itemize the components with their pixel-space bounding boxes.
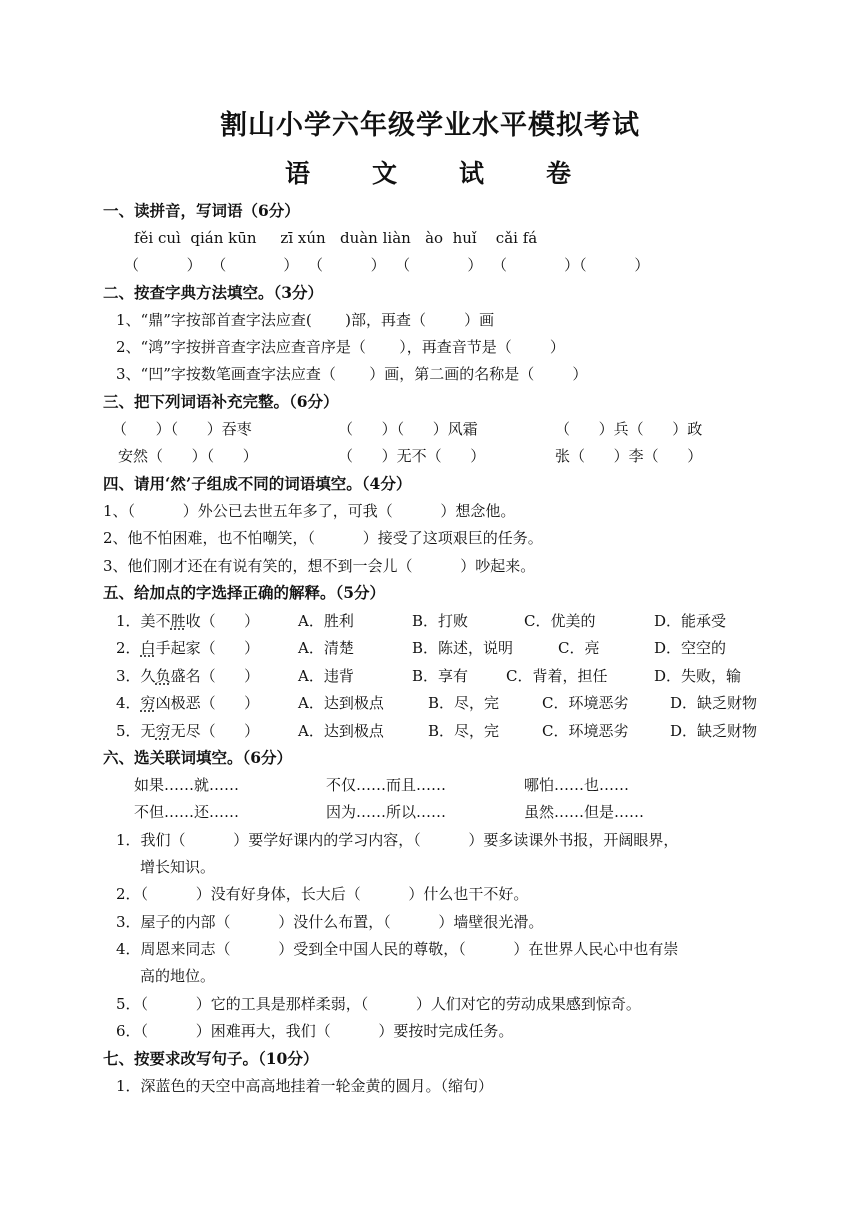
question-text-after: 收（ ） [185,612,260,630]
choice-question [116,666,259,686]
conjunction-option: 哪怕……也…… [524,776,630,794]
exam-title: 割山小学六年级学业水平模拟考试 [220,110,640,141]
ran-item-3: 3、他们刚才还在有说有笑的，想不到一会儿（ ）吵起来。 [103,557,536,575]
conjunction-item-2: 2．（ ）没有好身体，长大后（ ）什么也干不好。 [116,885,529,903]
choice-question [116,611,259,631]
ran-item-2: 2、他不怕困难，也不怕嘲笑，（ ）接受了这项艰巨的任务。 [103,529,543,547]
conjunction-option: 因为……所以…… [326,803,447,821]
dictionary-item-2: 2、“鸿”字按拼音查字法应查音序是（ ），再查音节是（ ） [116,338,565,356]
option-c: C．优美的 [524,612,596,630]
idiom-6: 张（ ）李（ ） [555,447,703,465]
option-c: C．环境恶劣 [542,694,629,712]
option-b: B．陈述，说明 [412,639,514,657]
section-5-heading: 五、给加点的字选择正确的解释。（5分） [103,583,386,602]
dotted-char: 穷 [140,694,156,712]
question-text-after: 手起家（ ） [155,639,260,657]
conjunction-item-6: 6．（ ）困难再大，我们（ ）要按时完成任务。 [116,1022,514,1040]
conjunction-item-5: 5．（ ）它的工具是那样柔弱，（ ）人们对它的劳动成果感到惊奇。 [116,995,641,1013]
option-c: C．环境恶劣 [542,722,629,740]
question-text-before: 无 [140,722,156,740]
dotted-char: 胜 [170,612,186,630]
idiom-3: （ ）兵（ ）政 [555,420,703,438]
question-number: 2． [116,639,141,657]
option-d: D．能承受 [654,612,727,630]
choice-question [116,693,259,713]
conjunction-item-3: 3．屋子的内部（ ）没什么布置，（ ）墙壁很光滑。 [116,913,544,931]
option-b: B．打败 [412,612,469,630]
conjunction-option: 不仅……而且…… [326,776,447,794]
conjunction-option: 不但……还…… [134,803,240,821]
section-3-heading: 三、把下列词语补充完整。（6分） [103,392,339,411]
option-a: A．清楚 [298,639,354,657]
option-d: D．缺乏财物 [670,694,758,712]
dictionary-item-1: 1、“鼎”字按部首查字法应查( )部，再查（ ）画 [116,311,495,329]
option-a: A．违背 [298,667,354,685]
question-text-after: 盛名（ ） [170,667,260,685]
pinyin-answer-blanks: （ ） （ ） （ ） （ ） （ ）（ ） [124,256,650,274]
question-number: 3． [116,667,141,685]
section-2-heading: 二、按查字典方法填空。（3分） [103,283,324,302]
question-text-after: 凶极恶（ ） [155,694,260,712]
dotted-char: 白 [140,639,156,657]
option-d: D．空空的 [654,639,727,657]
conjunction-option: 虽然……但是…… [524,803,645,821]
conjunction-item-1: 1．我们（ ）要学好课内的学习内容，（ ）要多读课外书报，开阔眼界， [116,831,679,849]
option-c: C．亮 [558,639,600,657]
option-a: A．胜利 [298,612,354,630]
idiom-2: （ ）（ ）风霜 [338,420,478,438]
choice-question [116,721,259,741]
option-c: C．背着，担任 [506,667,608,685]
question-number: 5． [116,722,141,740]
exam-subtitle: 语 文 试 卷 [284,159,575,188]
conjunction-item-4: 4．周恩来同志（ ）受到全中国人民的尊敬，（ ）在世界人民心中也有崇 [116,940,679,958]
question-text-before: 美不 [140,612,171,630]
option-a: A．达到极点 [298,694,384,712]
section-1-heading: 一、读拼音，写词语（6分） [103,201,300,220]
pinyin-line: fěi cuì qián kūn zī xún duàn liàn ào huǐ cǎi fá [134,229,538,247]
question-text-before: 久 [140,667,156,685]
option-b: B．尽，完 [428,694,500,712]
option-a: A．达到极点 [298,722,384,740]
question-text-after: 无尽（ ） [170,722,260,740]
conjunction-item-1-cont: 增长知识。 [140,858,216,876]
choice-question [116,638,259,658]
question-number: 4． [116,694,141,712]
dotted-char: 负 [155,667,171,685]
idiom-5: （ ）无不（ ） [338,447,486,465]
option-d: D．缺乏财物 [670,722,758,740]
dotted-char: 穷 [155,722,171,740]
conjunction-item-4-cont: 高的地位。 [140,967,216,985]
conjunction-option: 如果……就…… [134,776,240,794]
idiom-1: （ ）（ ）吞枣 [112,420,252,438]
idiom-4: 安然（ ）（ ） [118,447,258,465]
section-6-heading: 六、选关联词填空。（6分） [103,748,293,767]
option-d: D．失败，输 [654,667,742,685]
dictionary-item-3: 3、“凹”字按数笔画查字法应查（ ）画，第二画的名称是（ ） [116,365,588,383]
rewrite-item-1: 1．深蓝色的天空中高高地挂着一轮金黄的圆月。（缩句） [116,1077,494,1095]
option-b: B．尽，完 [428,722,500,740]
section-7-heading: 七、按要求改写句子。（10分） [103,1049,319,1068]
ran-item-1: 1、（ ）外公已去世五年多了，可我（ ）想念他。 [103,502,516,520]
option-b: B．享有 [412,667,469,685]
question-number: 1． [116,612,141,630]
section-4-heading: 四、请用‘然’子组成不同的词语填空。（4分） [103,474,412,493]
